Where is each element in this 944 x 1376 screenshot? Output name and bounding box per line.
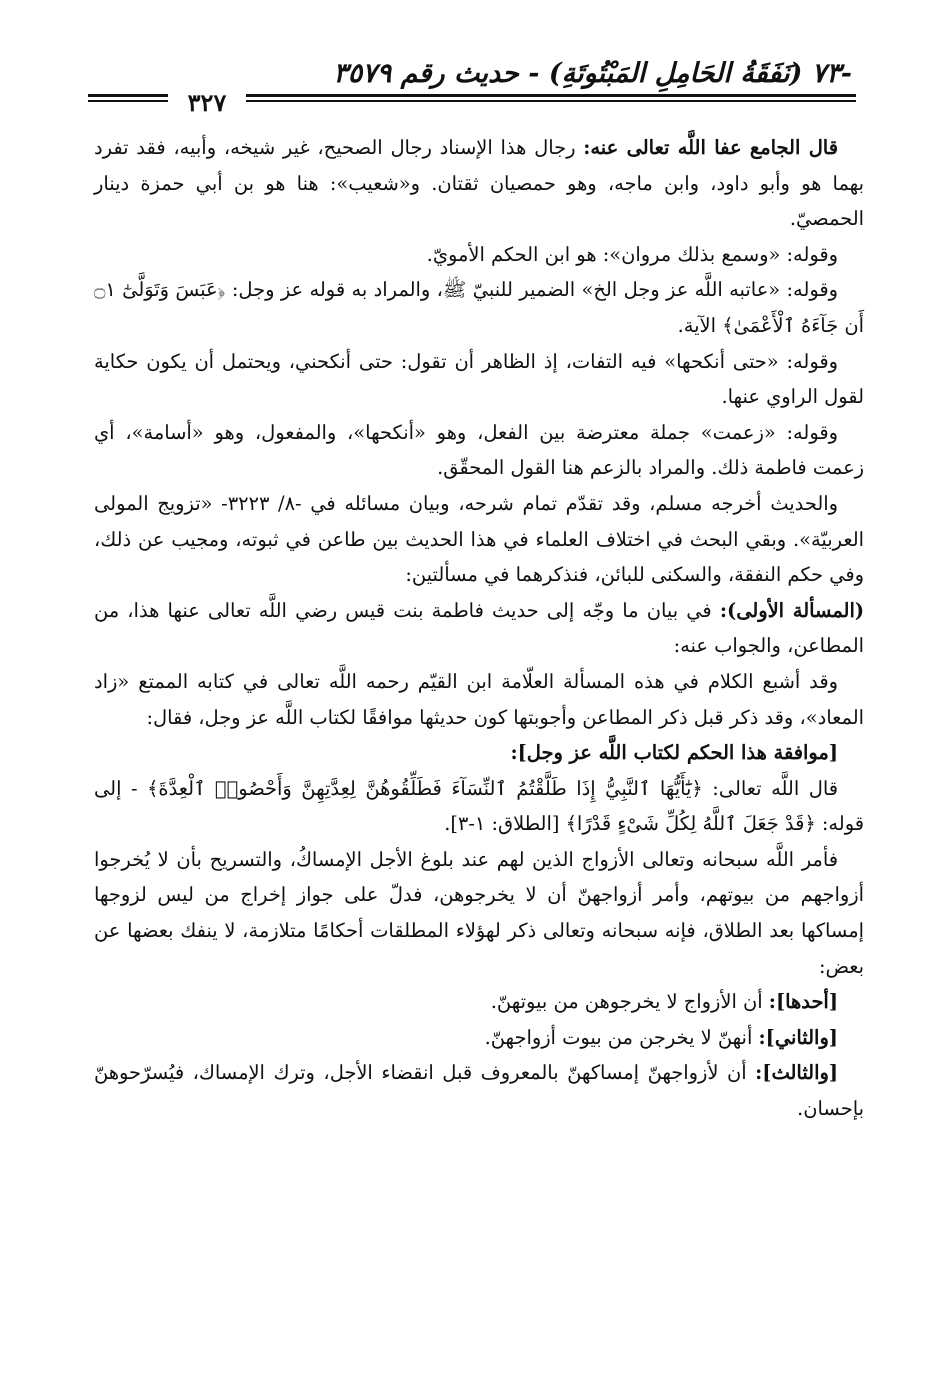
list-item-text: أن الأزواج لا يخرجوهن من بيوتهنّ. (490, 990, 769, 1014)
list-item-text: أن لأزواجهنّ إمساكهنّ بالمعروف قبل انقضاء الأجل، وترك الإمساك، فيُسرّحوهنّ بإحسان. (94, 1061, 864, 1121)
list-item-lead: [أحدها]: (768, 990, 838, 1014)
list-item-lead: [والثاني]: (758, 1025, 838, 1049)
list-item-text: أنهنّ لا يخرجن من بيوت أزواجهنّ. (484, 1025, 759, 1049)
paragraph-text: في بيان ما وجّه إلى حديث فاطمة بنت قيس رضي اللَّه تعالى عنها هذا، من المطاعن، والجواب عنه: (94, 598, 864, 658)
paragraph (94, 415, 864, 486)
list-item (94, 984, 864, 1020)
body-text (94, 130, 864, 1127)
section-heading-text: [موافقة هذا الحكم لكتاب اللَّه عز وجل]: (510, 741, 838, 765)
paragraph-lead: (المسألة الأولى): (719, 598, 865, 622)
paragraph (94, 344, 864, 415)
paragraph (94, 842, 864, 984)
paragraph (94, 486, 864, 593)
page-number: ٣٢٧ (168, 88, 246, 117)
section-heading (94, 735, 864, 771)
paragraph (94, 771, 864, 842)
paragraph-text: والحديث أخرجه مسلم، وقد تقدّم تمام شرحه، وبيان مسائله في -٨/ ٣٢٢٣- «تزويج المولى العربيّة». وبقي البحث في اختلاف العلماء في هذا الحديث بين طاعن في ثبوته، ومجيب عن ذلك، وفي حكم النفقة، والسكنى للبائن، فنذكرهما في مسألتين: (94, 491, 864, 587)
paragraph (94, 272, 864, 343)
list-item-lead: [والثالث]: (755, 1061, 838, 1085)
paragraph (94, 593, 864, 664)
paragraph-text: وقوله: «حتى أنكحها» فيه التفات، إذ الظاهر أن تقول: حتى أنكحني، ويحتمل أن يكون حكاية لقول الراوي عنها. (94, 349, 864, 409)
paragraph-text: وقوله: «وسمع بذلك مروان»: هو ابن الحكم الأمويّ. (426, 242, 838, 266)
paragraph-text: وقوله: «عاتبه اللَّه عز وجل الخ» الضمير للنبيّ ﷺ، والمراد به قوله عز وجل: ﴿عَبَسَ وَتَوَلَّىٰٓ ۝١ أَن جَآءَهُ ٱلْأَعْمَىٰ﴾ الآية. (94, 278, 864, 337)
paragraph (94, 664, 864, 735)
paragraph-text: وقد أشبع الكلام في هذه المسألة العلّامة ابن القيّم رحمه اللَّه تعالى في كتابه الممتع «زاد المعاد»، وقد ذكر قبل ذكر المطاعن وأجوبتها كون حديثها موافقًا لكتاب اللَّه عز وجل، فقال: (94, 669, 864, 729)
running-header-title: -٧٣ (نَفَقَةُ الحَامِلِ المَبْتُوتَةِ) - حديث رقم ٣٥٧٩ (333, 58, 852, 89)
paragraph-lead: قال الجامع عفا اللَّه تعالى عنه: (583, 136, 838, 159)
paragraph-text: وقوله: «زعمت» جملة معترضة بين الفعل، وهو «أنكحها»، والمفعول، وهو «أسامة»، أي زعمت فاطمة ذلك. والمراد بالزعم هنا القول المحقّق. (94, 420, 864, 480)
paragraph (94, 130, 864, 237)
paragraph-text: قال اللَّه تعالى: ﴿يَٰٓأَيُّهَا ٱلنَّبِيُّ إِذَا طَلَّقْتُمُ ٱلنِّسَآءَ فَطَلِّقُوهُنَّ لِعِدَّتِهِنَّ وَأَحْصُوا۟ ٱلْعِدَّةَ﴾ - إلى قوله: ﴿قَدْ جَعَلَ ٱللَّهُ لِكُلِّ شَىْءٍ قَدْرًا﴾ [الطلاق: ١-٣]. (94, 776, 864, 836)
paragraph (94, 237, 864, 273)
paragraph-text: فأمر اللَّه سبحانه وتعالى الأزواج الذين لهم عند بلوغ الأجل الإمساكُ، والتسريح بأن لا يُخرجوا أزواجهم من بيوتهم، وأمر أزواجهنّ أن لا يخرجوهن، فدلّ على جواز إخراج من ليس لزوجها إمساكها بعد الطلاق، فإنه سبحانه وتعالى ذكر لهؤلاء المطلقات أحكامًا متلازمة، لا ينفك بعضها عن بعض: (94, 847, 864, 978)
list-item (94, 1020, 864, 1056)
paragraph-text: رجال هذا الإسناد رجال الصحيح، غير شيخه، وأبيه، فقد تفرد بهما هو وأبو داود، وابن ماجه، وهو حمصيان ثقتان. و«شعيب»: هنا هو بن أبي حمزة دينار الحمصيّ. (94, 136, 864, 231)
list-item (94, 1055, 864, 1126)
